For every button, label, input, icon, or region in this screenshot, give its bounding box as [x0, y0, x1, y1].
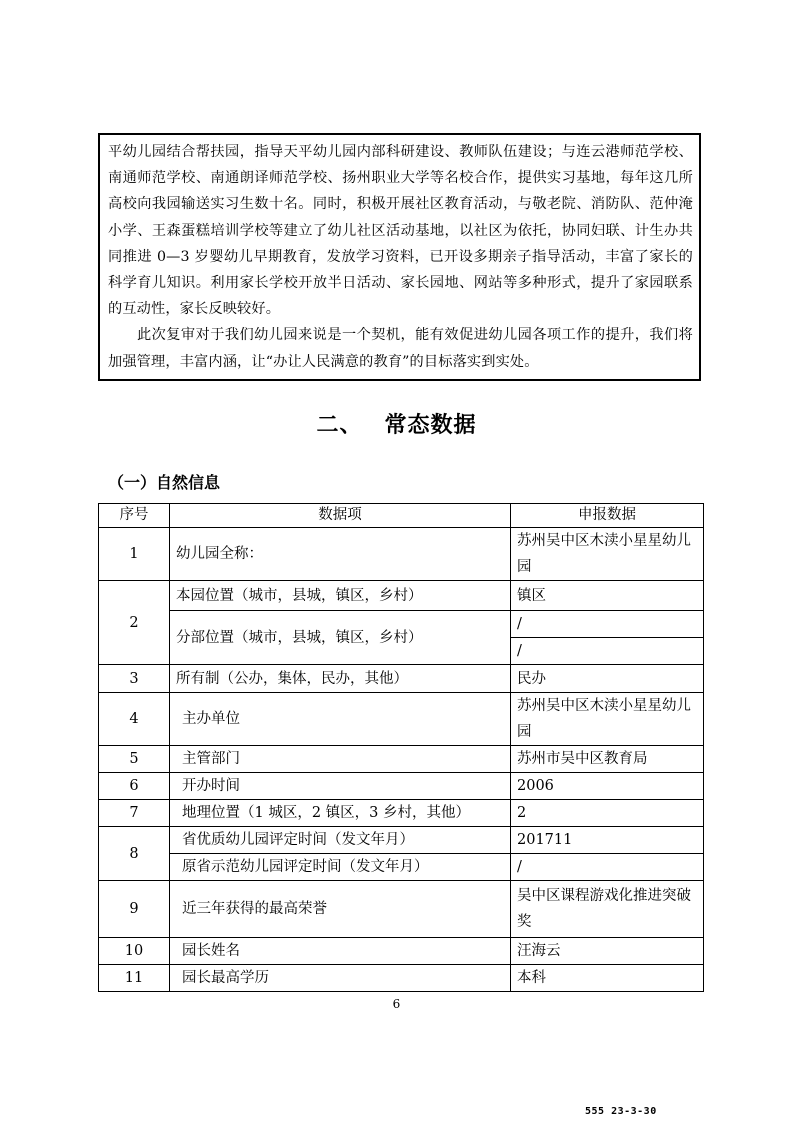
table-row [99, 938, 704, 965]
row-number: 9 [99, 881, 170, 938]
row-value: / [511, 611, 704, 638]
row-value: 苏州市吴中区教育局 [511, 746, 704, 773]
table-row [99, 665, 704, 693]
table-row [99, 746, 704, 773]
row-item: 幼儿园全称： [170, 528, 511, 581]
scan-stamp: 555 23-3-30 [585, 1106, 657, 1117]
natural-info-table [98, 503, 704, 992]
row-number: 11 [99, 965, 170, 992]
section-title-text: 常态数据 [384, 413, 477, 438]
row-value: 民办 [511, 665, 704, 693]
row-item: 主办单位 [170, 693, 511, 746]
row-value: 苏州吴中区木渎小星星幼儿园 [511, 528, 704, 581]
row-number: 5 [99, 746, 170, 773]
row-value: 本科 [511, 965, 704, 992]
row-number: 7 [99, 800, 170, 827]
row-item: 主管部门 [170, 746, 511, 773]
row-value: 吴中区课程游戏化推进突破奖 [511, 881, 704, 938]
boxed-text-section [98, 133, 701, 381]
row-item: 地理位置（1 城区，2 镇区，3 乡村，其他） [170, 800, 511, 827]
row-item: 省优质幼儿园评定时间（发文年月） [170, 827, 511, 854]
row-item: 分部位置（城市，县城，镇区，乡村） [170, 611, 511, 665]
table-row [99, 611, 704, 638]
header-value: 申报数据 [511, 504, 704, 528]
subsection-title: （一）自然信息 [108, 473, 221, 492]
row-value: 201711 [511, 827, 704, 854]
table-row [99, 965, 704, 992]
header-index: 序号 [99, 504, 170, 528]
row-number: 3 [99, 665, 170, 693]
row-value: / [511, 638, 704, 665]
table-row [99, 800, 704, 827]
section-number: 二、 [316, 413, 363, 438]
page-number: 6 [392, 997, 401, 1011]
table-row [99, 854, 704, 881]
row-number: 8 [99, 827, 170, 881]
table-row [99, 581, 704, 611]
row-item: 所有制（公办，集体，民办，其他） [170, 665, 511, 693]
row-value: 苏州吴中区木渎小星星幼儿园 [511, 693, 704, 746]
row-value: 2006 [511, 773, 704, 800]
row-number: 2 [99, 581, 170, 665]
paragraph-community-cooperation: 平幼儿园结合帮扶园，指导天平幼儿园内部科研建设、教师队伍建设；与连云港师范学校、南通师范学校、南通朗译师范学校、扬州职业大学等名校合作，提供实习基地，每年这几所高校向我园输送实习生数十名。同时，积极开展社区教育活动，与敬老院、消防队、范仲淹小学、王森蛋糕培训学校等建立了幼儿社区活动基地，以社区为依托，协同妇联、计生办共同推进 0—3 岁婴幼儿早期教育，发放学习资料，已开设多期亲子指导活动，丰富了家长的科学育儿知识。利用家长学校开放半日活动、家长园地、网站等多种形式，提升了家园联系的互动性，家长反映较好。 [108, 144, 693, 318]
header-item: 数据项 [170, 504, 511, 528]
table-row [99, 881, 704, 938]
row-value: 汪海云 [511, 938, 704, 965]
section-title [0, 408, 793, 439]
row-item: 园长姓名 [170, 938, 511, 965]
row-item: 开办时间 [170, 773, 511, 800]
paragraph-review-conclusion: 此次复审对于我们幼儿园来说是一个契机，能有效促进幼儿园各项工作的提升，我们将加强管理，丰富内涵，让“办让人民满意的教育”的目标落实到实处。 [108, 327, 693, 370]
table-row [99, 773, 704, 800]
row-value: / [511, 854, 704, 881]
row-number: 4 [99, 693, 170, 746]
row-number: 10 [99, 938, 170, 965]
row-item: 本园位置（城市，县城，镇区，乡村） [170, 581, 511, 611]
row-item: 园长最高学历 [170, 965, 511, 992]
row-number: 6 [99, 773, 170, 800]
table-header-row [99, 504, 704, 528]
row-value: 镇区 [511, 581, 704, 611]
table-row [99, 827, 704, 854]
row-value: 2 [511, 800, 704, 827]
row-item: 原省示范幼儿园评定时间（发文年月） [170, 854, 511, 881]
table-row [99, 693, 704, 746]
row-item: 近三年获得的最高荣誉 [170, 881, 511, 938]
table-row [99, 528, 704, 581]
row-number: 1 [99, 528, 170, 581]
